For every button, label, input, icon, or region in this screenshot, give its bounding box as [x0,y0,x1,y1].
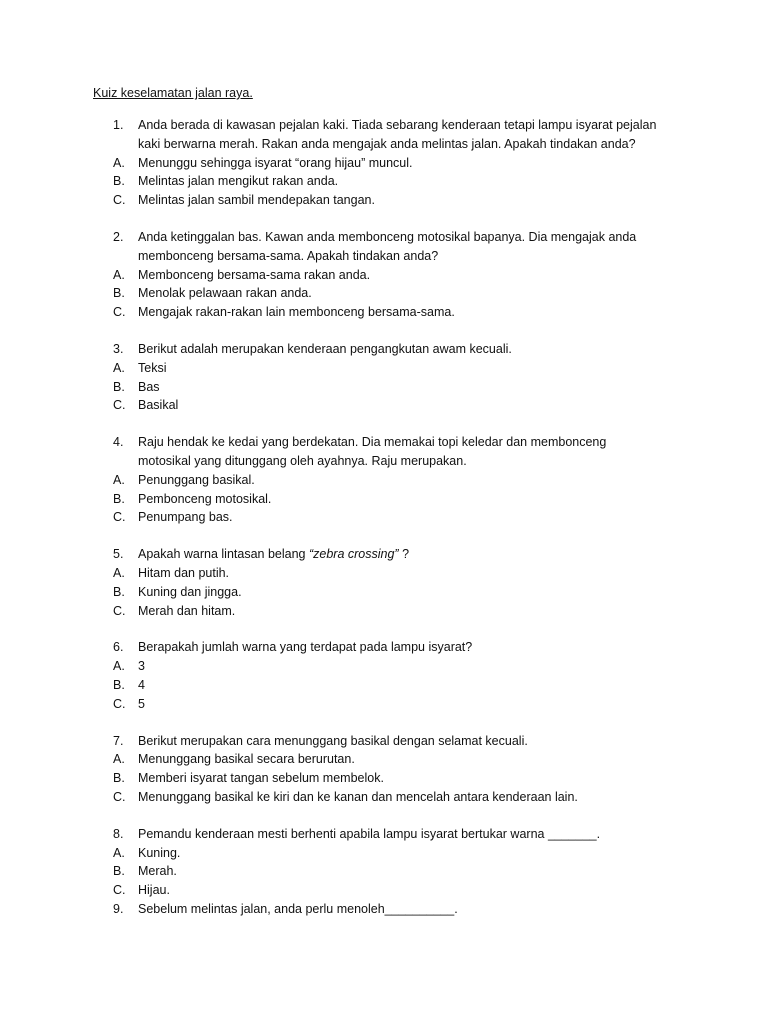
question-9 [0,900,768,919]
question-line [0,900,768,919]
question-text-start: Apakah warna lintasan belang [138,547,309,562]
option-c [0,788,768,807]
page-title: Kuiz keselamatan jalan raya. [93,86,253,100]
option-b [0,862,768,881]
question-line [0,638,768,657]
option-text: 3 [138,659,145,674]
question-number: 1. [113,118,124,132]
question-3 [0,340,768,415]
question-number: 9. [113,901,124,916]
option-letter: B. [113,174,125,189]
option-text: Mengajak rakan-rakan lain membonceng bersama-sama. [138,305,455,320]
option-text: Pembonceng motosikal. [138,491,272,506]
option-text: Hitam dan putih. [138,565,230,580]
question-number: 3. [113,341,124,356]
question-text: motosikal yang ditunggang oleh ayahnya. Raju merupakan. [138,453,467,468]
question-line [0,545,768,564]
question-line [0,247,768,266]
option-b [0,490,768,509]
option-c [0,396,768,415]
option-text: Teksi [138,360,167,375]
question-text: Sebelum melintas jalan, anda perlu menoleh__________. [138,901,458,916]
option-letter: A. [113,472,125,487]
question-number: 6. [113,640,124,655]
option-letter: A. [113,267,125,282]
option-b [0,769,768,788]
option-c [0,602,768,621]
option-letter: A. [113,845,125,860]
question-4 [0,433,768,527]
option-c [0,881,768,900]
option-text: Melintas jalan sambil mendepakan tangan. [138,193,375,208]
option-c [0,303,768,322]
question-number: 7. [113,733,124,748]
option-letter: C. [113,510,126,525]
option-text: Memberi isyarat tangan sebelum membelok. [138,771,384,786]
option-text: 5 [138,696,145,711]
option-text: Menolak pelawaan rakan anda. [138,286,312,301]
question-line [0,116,768,135]
option-a [0,657,768,676]
question-1 [0,116,768,210]
question-6 [0,638,768,713]
option-letter: C. [113,883,126,898]
question-text: Berapakah jumlah warna yang terdapat pada lampu isyarat? [138,640,473,655]
option-text: Hijau. [138,883,170,898]
question-line [0,825,768,844]
option-c [0,508,768,527]
option-b [0,172,768,191]
option-a [0,266,768,285]
option-a [0,844,768,863]
question-5 [0,545,768,620]
option-letter: A. [113,565,125,580]
question-line [0,452,768,471]
option-text: 4 [138,677,145,692]
option-letter: B. [113,864,125,879]
option-text: Bas [138,379,160,394]
option-text: Menunggang basikal ke kiri dan ke kanan dan mencelah antara kenderaan lain. [138,789,578,804]
option-letter: C. [113,696,126,711]
question-text: Berikut adalah merupakan kenderaan pengangkutan awam kecuali. [138,341,512,356]
option-text: Kuning. [138,845,181,860]
option-letter: B. [113,491,125,506]
question-text: Berikut merupakan cara menunggang basikal dengan selamat kecuali. [138,733,528,748]
question-number: 2. [113,229,124,244]
option-letter: B. [113,677,125,692]
question-2 [0,228,768,322]
option-text: Merah. [138,864,177,879]
option-c [0,695,768,714]
option-letter: B. [113,379,125,394]
question-line [0,433,768,452]
option-letter: B. [113,584,125,599]
option-text: Basikal [138,398,179,413]
option-a [0,564,768,583]
question-7 [0,732,768,807]
question-text: Raju hendak ke kedai yang berdekatan. Dia memakai topi keledar dan membonceng [138,435,607,450]
option-letter: C. [113,789,126,804]
option-letter: C. [113,305,126,320]
option-text: Menunggang basikal secara berurutan. [138,752,355,767]
question-line [0,228,768,247]
option-letter: A. [113,752,125,767]
question-text: Pemandu kenderaan mesti berhenti apabila lampu isyarat bertukar warna _______. [138,826,601,841]
option-b [0,284,768,303]
question-number: 4. [113,435,124,450]
option-letter: B. [113,286,125,301]
question-number: 5. [113,547,124,562]
question-text: Anda berada di kawasan pejalan kaki. Tiada sebarang kenderaan tetapi lampu isyarat pejalan [138,118,657,132]
option-c [0,191,768,210]
question-list [0,116,768,937]
option-letter: C. [113,398,126,413]
question-number: 8. [113,826,124,841]
option-text: Merah dan hitam. [138,603,236,618]
option-text: Kuning dan jingga. [138,584,242,599]
question-8 [0,825,768,900]
option-b [0,583,768,602]
question-text-end: ? [398,547,410,562]
option-a [0,359,768,378]
option-a [0,750,768,769]
option-letter: A. [113,155,125,170]
question-text: Anda ketinggalan bas. Kawan anda membonceng motosikal bapanya. Dia mengajak anda [138,229,637,244]
option-letter: B. [113,771,125,786]
question-line [0,340,768,359]
option-letter: A. [113,360,125,375]
option-text: Menunggu sehingga isyarat “orang hijau” muncul. [138,155,413,170]
option-text: Membonceng bersama-sama rakan anda. [138,267,371,282]
option-a [0,154,768,173]
option-b [0,676,768,695]
option-letter: A. [113,659,125,674]
option-letter: C. [113,193,126,208]
question-text: membonceng bersama-sama. Apakah tindakan anda? [138,248,439,263]
option-a [0,471,768,490]
option-text: Penumpang bas. [138,510,233,525]
option-text: Penunggang basikal. [138,472,255,487]
zebra-crossing-term: “zebra crossing” [308,547,399,562]
question-text [138,545,409,564]
question-text: kaki berwarna merah. Rakan anda mengajak anda melintas jalan. Apakah tindakan anda? [138,136,636,151]
option-text: Melintas jalan mengikut rakan anda. [138,174,339,189]
question-line [0,135,768,154]
option-letter: C. [113,603,126,618]
option-b [0,378,768,397]
question-line [0,732,768,751]
